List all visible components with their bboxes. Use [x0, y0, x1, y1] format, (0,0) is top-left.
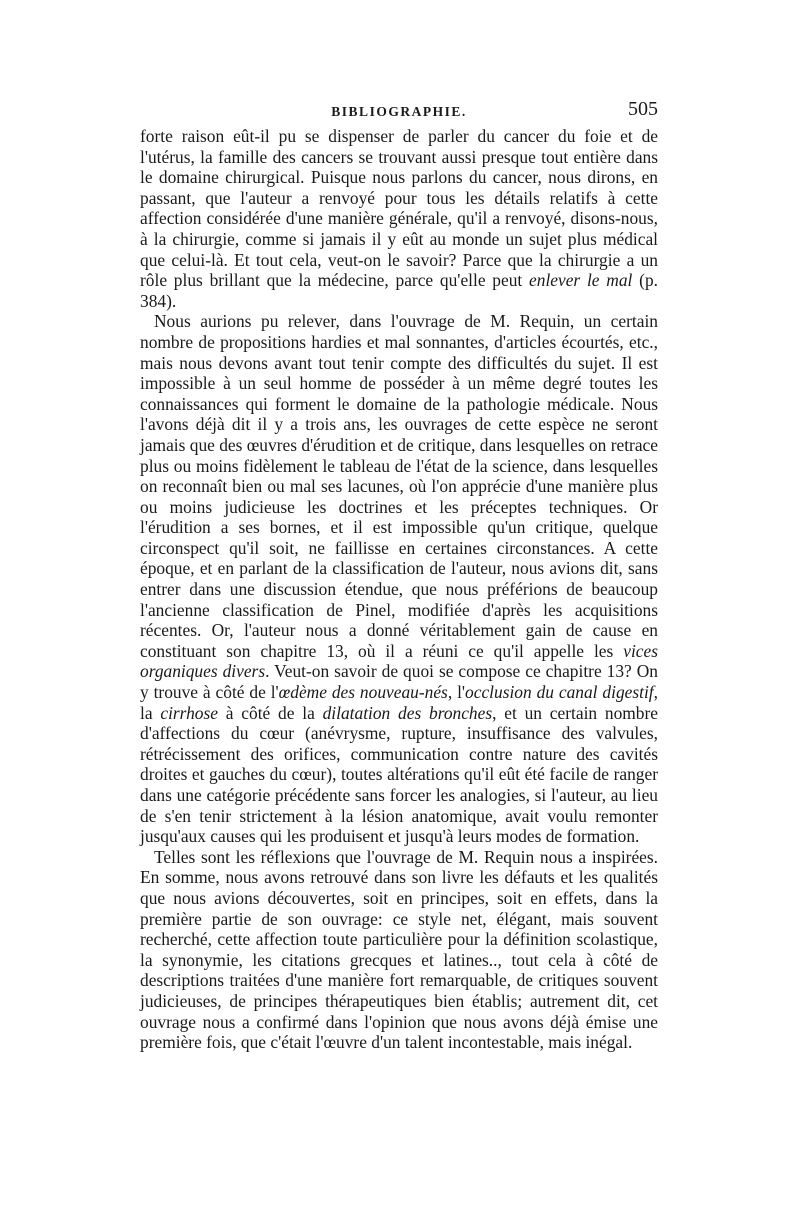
italic-run: enlever le mal	[529, 270, 633, 291]
page-number: 505	[628, 98, 658, 120]
text-run: , l'	[447, 682, 466, 703]
text-run: . Veut-on savoir de quoi se compose ce chapitre 13? On y trouve à côté de l'	[140, 661, 658, 703]
italic-run: œdème des nouveau-nés	[278, 682, 448, 703]
text-run: , la	[140, 682, 658, 723]
text-run: Telles sont les réflexions que l'ouvrage de M. Requin nous a inspirées. En somme, nous avons retrouvé dans son livre les défauts et les qualités que nous avions découvertes, soit en principes, soit en effets, dans la première partie de son ouvrage: ce style net, élégant, mais souvent recherché, cette affection toute particulière pour la définition scolastique, la synonymie, les citations grecques et latines.., tout cela à côté de descriptions traitées d'une manière fort remarquable, de critiques souvent judicieuses, de principes thérapeutiques bien établis; autrement dit, cet ouvrage nous a confirmé dans l'opinion que nous avons déjà émise une première fois, que c'était l'œuvre d'un talent incontestable, mais inégal.	[140, 846, 658, 1053]
book-page	[140, 92, 658, 1053]
body-text	[140, 126, 658, 1053]
italic-run: occlusion du canal digestif	[465, 682, 654, 703]
text-run: forte raison eût-il pu se dispenser de parler du cancer du foie et de l'utérus, la famille des cancers se trouvant aussi presque tout entière dans le domaine chirurgical. Puisque nous parlons du cancer, nous dirons, en passant, que l'auteur a renvoyé pour tous les détails relatifs à cette affection considérée d'une manière générale, qu'il a renvoyé, disons-nous, à la chirurgie, comme si jamais il y eût au monde un sujet plus médical que celui-là. Et tout cela, veut-on le savoir? Parce que la chirurgie a un rôle plus brillant que la médecine, parce qu'elle peut	[140, 126, 658, 291]
text-run: Nous aurions pu relever, dans l'ouvrage de M. Requin, un certain nombre de propositions hardies et mal sonnantes, d'articles écourtés, etc., mais nous devons avant tout tenir compte des difficultés du sujet. Il est impossible à un seul homme de posséder à un même degré toutes les connaissances qui forment le domaine de la pathologie médicale. Nous l'avons déjà dit il y a trois ans, les ouvrages de cette espèce ne seront jamais que des œuvres d'érudition et de critique, dans lesquelles on retrace plus ou moins fidèlement le tableau de l'état de la science, dans lesquelles on reconnaît bien ou mal ses lacunes, où l'on apprécie d'une manière plus ou moins judicieuse les doctrines et les préceptes techniques. Or l'érudition a ses bornes, et il est impossible qu'un critique, quelque circonspect qu'il soit, ne faillisse en certaines circonstances. A cette époque, et en parlant de la classification de l'auteur, nous avions dit, sans entrer dans une discussion étendue, que nous préférions de beaucoup l'ancienne classification de Pinel, modifiée d'après les acquisitions récentes. Or, l'auteur nous a donné véritablement gain de cause en constituant son chapitre 13, où il a réuni ce qu'il appelle les	[140, 311, 658, 661]
italic-run: vices organiques divers	[140, 640, 658, 682]
running-title: BIBLIOGRAPHIE.	[331, 104, 467, 119]
text-run: , et un certain nombre d'affections du cœur (anévrysme, rupture, insuffisance des valvules, rétrécissement des orifices, communication contre nature des cavités droites et gauches du cœur), toutes altérations qu'il eût été facile de ranger dans une catégorie précédente sans forcer les analogies, si l'auteur, au lieu de s'en tenir strictement à la lésion anatomique, avait voulu remonter jusqu'aux causes qui les produisent et jusqu'à leurs modes de formation.	[140, 702, 659, 847]
italic-run: cirrhose	[160, 702, 218, 723]
paragraph-1	[140, 126, 658, 311]
text-run: à côté de la	[218, 702, 323, 723]
italic-run: dilatation des bronches	[322, 702, 493, 723]
running-head	[140, 92, 658, 126]
paragraph-2	[140, 311, 658, 846]
paragraph-3	[140, 847, 658, 1053]
text-run: (p. 384).	[140, 270, 658, 311]
